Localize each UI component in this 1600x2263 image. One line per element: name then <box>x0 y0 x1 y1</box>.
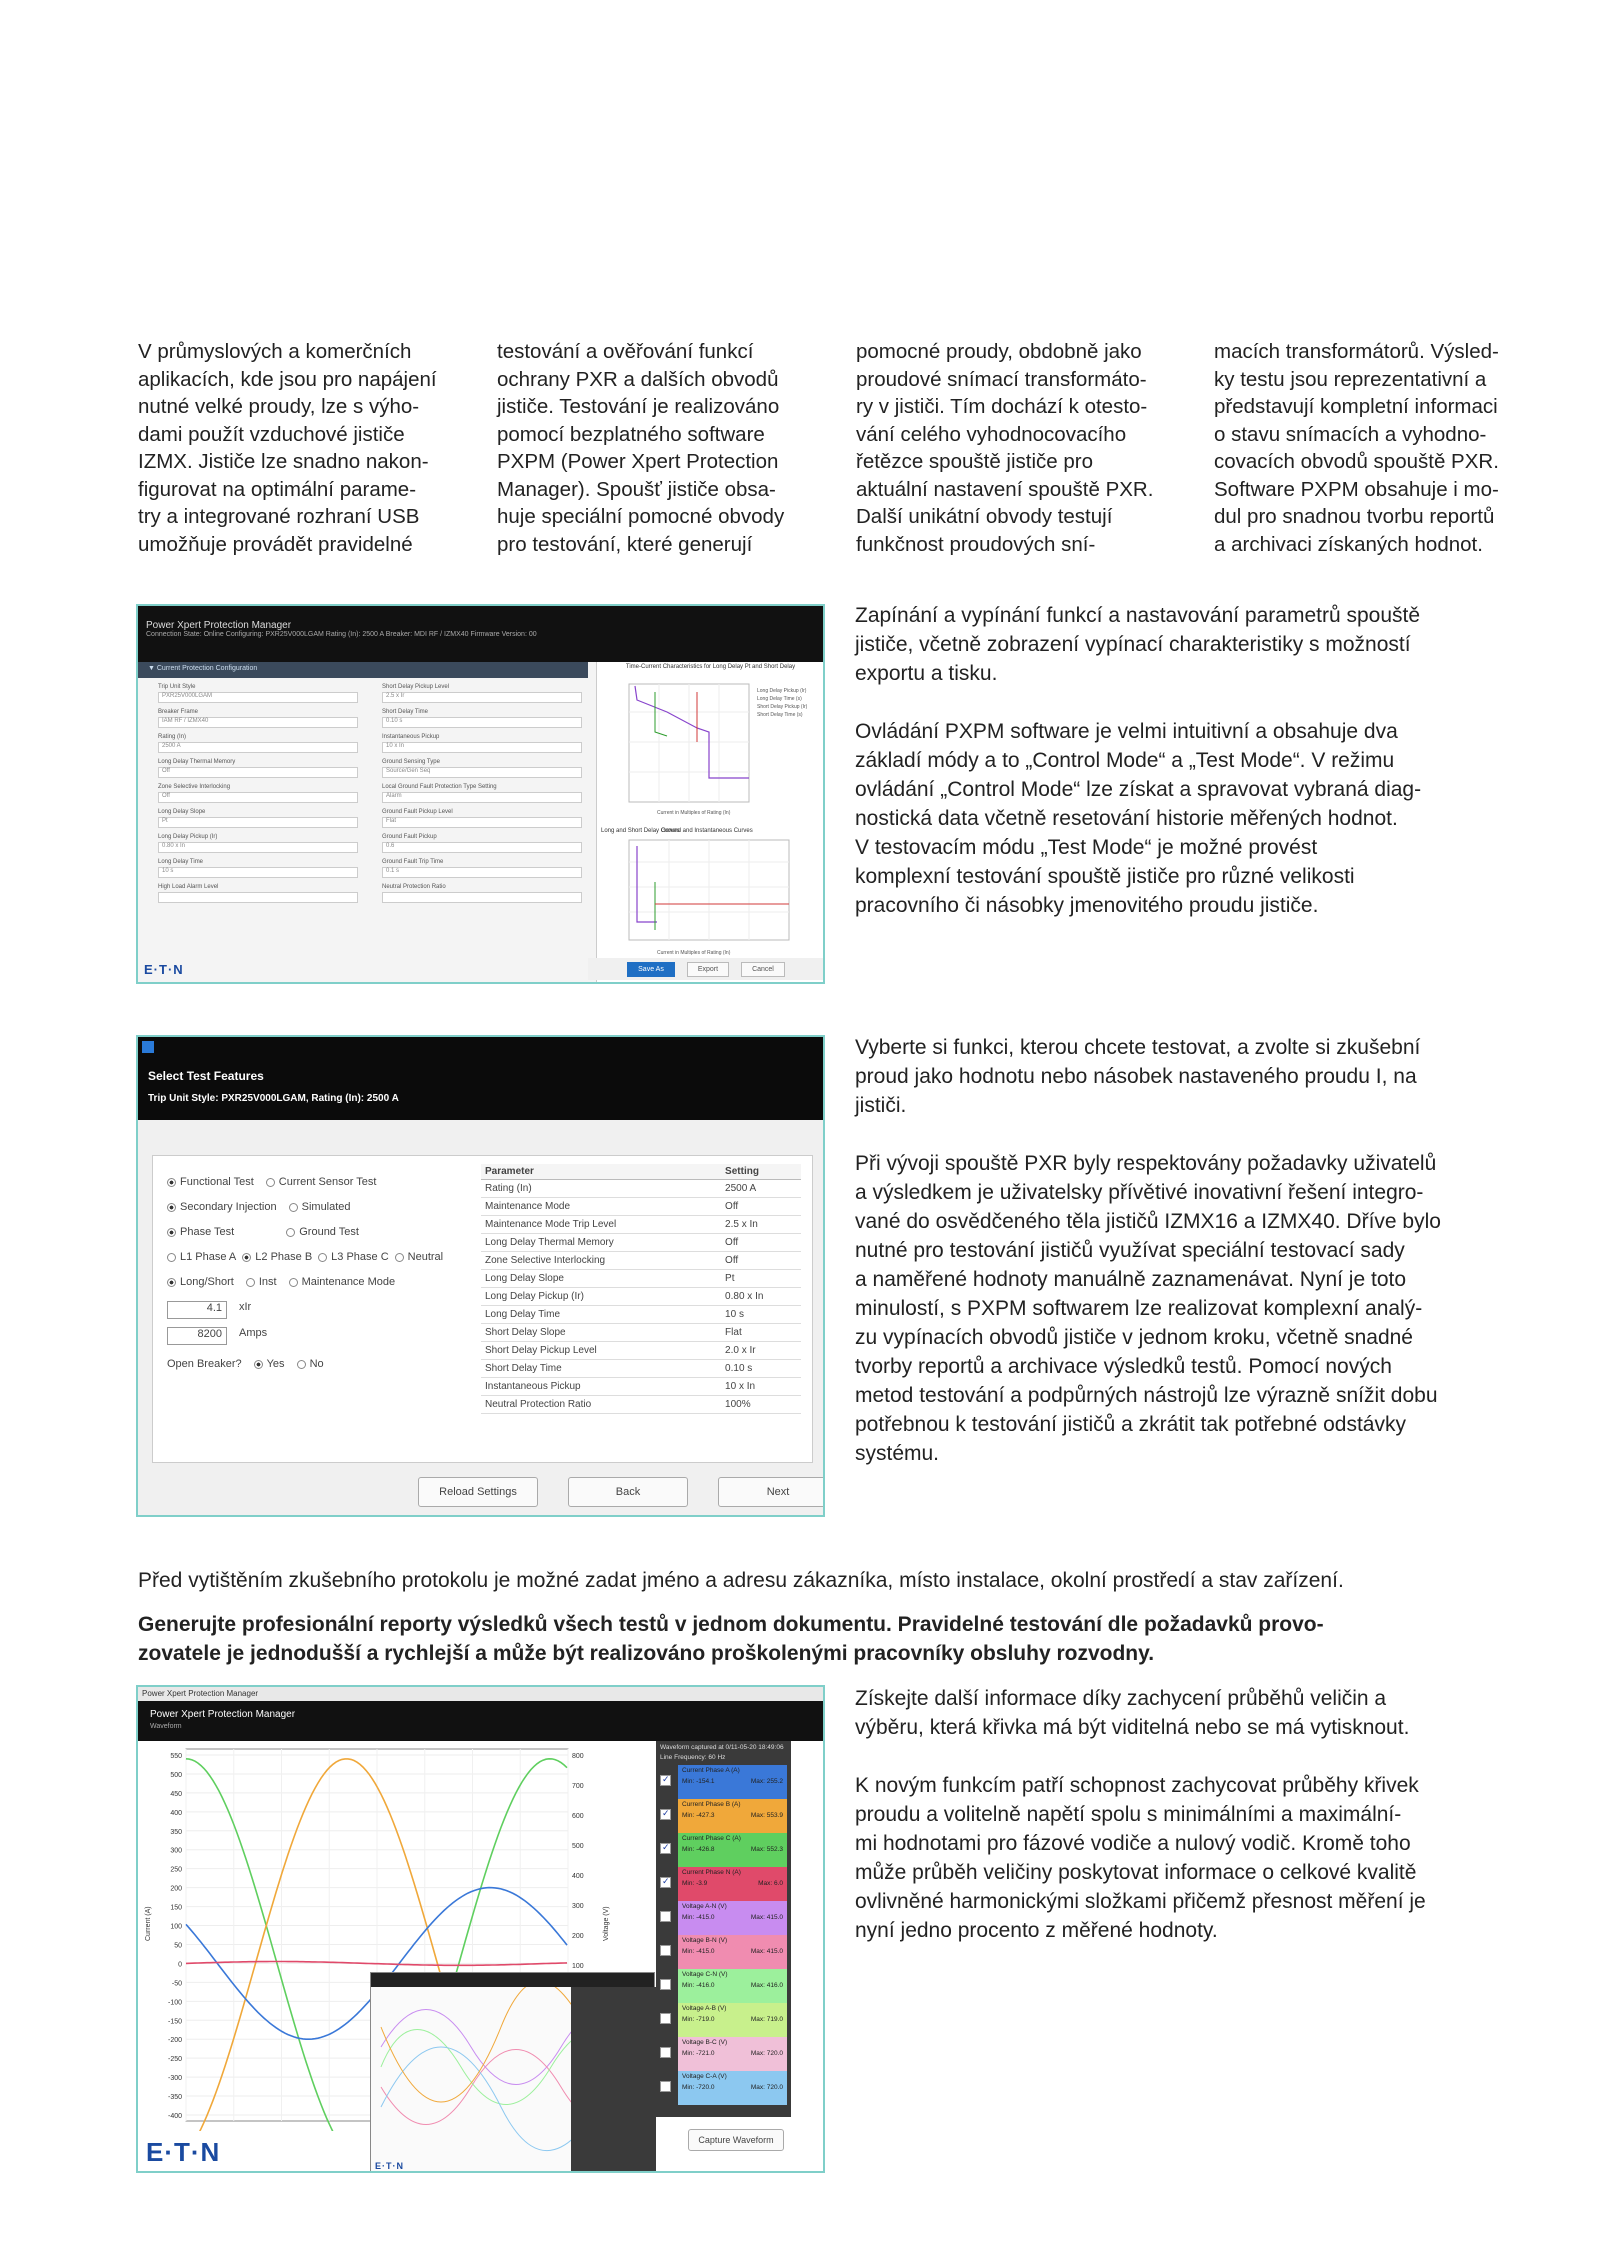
table-row <box>481 1342 801 1360</box>
field-value[interactable]: Alarm <box>382 792 582 803</box>
form-field <box>158 809 358 828</box>
field-value[interactable] <box>158 892 358 903</box>
legend-checkbox[interactable] <box>660 2013 671 2024</box>
amps-unit: Amps <box>239 1327 268 1339</box>
setting-cell: Flat <box>721 1324 801 1342</box>
label-simulated: Simulated <box>301 1201 351 1213</box>
label-maintenance: Maintenance Mode <box>301 1276 396 1288</box>
legend-checkbox[interactable] <box>660 1911 671 1922</box>
legend-name: Voltage A-N (V) <box>682 1903 727 1910</box>
legend-max: Max: 720.0 <box>750 2084 783 2091</box>
legend-max: Max: 416.0 <box>750 1982 783 1989</box>
radio-inst[interactable] <box>246 1276 277 1288</box>
y-tick: 400 <box>170 1809 182 1817</box>
legend-min: Min: -416.0 <box>682 1982 715 1989</box>
field-label: Long Delay Thermal Memory <box>158 759 236 765</box>
y2-axis-label: Voltage (V) <box>603 1906 610 1941</box>
legend-max: Max: 719.0 <box>750 2016 783 2023</box>
y-tick: -50 <box>171 1980 182 1988</box>
radio-l2[interactable] <box>242 1251 312 1263</box>
legend-name: Voltage A-B (V) <box>682 2005 727 2012</box>
field-label: High Load Alarm Level <box>158 884 219 890</box>
y-tick: 200 <box>170 1885 182 1893</box>
form-field <box>382 834 582 853</box>
form-field <box>158 709 358 728</box>
legend-min: Min: -721.0 <box>682 2050 715 2057</box>
back-button[interactable]: Back <box>568 1477 688 1507</box>
legend-item <box>678 1765 787 1799</box>
waveform-header <box>138 1701 823 1741</box>
parameter-cell: Long Delay Thermal Memory <box>481 1234 721 1252</box>
setting-cell: 2.0 x Ir <box>721 1342 801 1360</box>
legend-max: Max: 720.0 <box>750 2050 783 2057</box>
legend-checkbox[interactable] <box>660 1843 671 1854</box>
parameter-cell: Maintenance Mode Trip Level <box>481 1216 721 1234</box>
settings-table <box>481 1164 801 1414</box>
section3-para-2: K novým funkcím patří schopnost zachycovat průběhy křivek proudu a volitelně napětí spolu s minimálními a maximální- mi hodnotami pro fázové vodiče a nulový vodič. Kromě toho může průběh veličiny poskytovat informace o celkové kvalitě ovlivněné harmonickými složkami přičemž přesnost měření je nyní jedno procento z měřené hodnoty. <box>855 1774 1426 1942</box>
field-label: Ground Fault Trip Time <box>382 859 444 865</box>
amps-input[interactable]: 8200 <box>167 1327 227 1345</box>
radio-maintenance-mode[interactable] <box>289 1276 396 1288</box>
legend-name: Voltage B-N (V) <box>682 1937 728 1944</box>
y2-tick: 100 <box>572 1963 584 1970</box>
legend-item <box>678 1867 787 1901</box>
radio-l3[interactable] <box>318 1251 388 1263</box>
bold-report-text: Generujte profesionální reporty výsledků všech testů v jednom dokumentu. Pravidelné testování dle požadavků provo- zovatele je jednodušší a rychlejší a může být realizováno proškolenými pracovníky obsluhy rozvodny. <box>138 1613 1324 1665</box>
table-row <box>481 1216 801 1234</box>
field-value[interactable]: 0.80 x In <box>158 842 358 853</box>
radio-l1[interactable] <box>167 1251 236 1263</box>
field-label: Long Delay Pickup (Ir) <box>158 834 218 840</box>
label-neutral: Neutral <box>407 1251 444 1263</box>
label-l2: L2 Phase B <box>255 1251 313 1263</box>
form-field <box>158 834 358 853</box>
inset-waveform <box>371 1987 656 2173</box>
field-label: Local Ground Fault Protection Type Setting <box>382 784 497 790</box>
form-field <box>158 884 358 903</box>
field-label: Short Delay Time <box>382 709 429 715</box>
legend-name: Voltage C-A (V) <box>682 2073 727 2080</box>
field-label: Ground Fault Pickup <box>382 834 437 840</box>
form-row <box>158 709 588 728</box>
dialog-header <box>138 1037 823 1120</box>
table-row <box>481 1378 801 1396</box>
config-bar[interactable]: ▼ Current Protection Configuration <box>138 662 588 678</box>
legend-item <box>678 2071 787 2105</box>
parameter-cell: Short Delay Slope <box>481 1324 721 1342</box>
y2-tick: 400 <box>572 1873 584 1880</box>
table-row <box>481 1360 801 1378</box>
legend-item <box>678 2037 787 2071</box>
line-frequency: Line Frequency: 60 Hz <box>660 1754 726 1761</box>
label-current-sensor-test: Current Sensor Test <box>278 1176 377 1188</box>
parameter-cell: Maintenance Mode <box>481 1198 721 1216</box>
radio-neutral[interactable] <box>395 1251 443 1263</box>
table-row <box>481 1180 801 1198</box>
table-row <box>481 1324 801 1342</box>
form-field <box>158 684 358 703</box>
test-panel <box>152 1155 813 1463</box>
field-label: Rating (In) <box>158 734 187 740</box>
field-value[interactable]: PXR25V000LGAM <box>158 692 358 703</box>
field-value[interactable]: Off <box>158 792 358 803</box>
intro-column-1: V průmyslových a komerčních aplikacích, kde jsou pro napájení nutné velké proudy, lze s výho- dami použít vzduchové jističe IZMX. Jističe lze snadno nakon- figurovat na optimální parame- try a integrované rozhraní USB umožňuje provádět pravidelné <box>138 340 437 556</box>
legend-item <box>678 1935 787 1969</box>
y-tick: -100 <box>167 1999 182 2007</box>
multiplier-unit: xIr <box>239 1301 252 1313</box>
radio-secondary-injection[interactable] <box>167 1201 277 1213</box>
form-field <box>382 734 582 753</box>
legend-max: Max: 552.3 <box>750 1846 783 1853</box>
parameter-cell: Long Delay Slope <box>481 1270 721 1288</box>
legend-max: Max: 415.0 <box>750 1948 783 1955</box>
field-label: Ground Sensing Type <box>382 759 440 765</box>
y-tick: 0 <box>178 1961 182 1969</box>
parameter-cell: Rating (In) <box>481 1180 721 1198</box>
setting-cell: Off <box>721 1234 801 1252</box>
legend-checkbox[interactable] <box>660 1809 671 1820</box>
radio-simulated[interactable] <box>289 1201 351 1213</box>
connection-info: Connection State: Online Configuring: PXR25V000LGAM Rating (In): 2500 A Breaker: MDI RF / IZMX40 Firmware Version: 00 <box>146 631 537 638</box>
y-tick: -300 <box>167 2075 182 2083</box>
y-tick: -350 <box>167 2094 182 2102</box>
form-row <box>158 884 588 903</box>
y2-tick: 800 <box>572 1753 584 1760</box>
table-row <box>481 1198 801 1216</box>
multiplier-input[interactable]: 4.1 <box>167 1301 227 1319</box>
table-row <box>481 1234 801 1252</box>
label-no: No <box>309 1358 324 1370</box>
form-row <box>158 859 588 878</box>
table-row <box>481 1288 801 1306</box>
trip-unit-style: Trip Unit Style: PXR25V000LGAM, Rating (In): 2500 A <box>148 1093 399 1104</box>
y-tick: 550 <box>170 1753 182 1760</box>
field-label: Instantaneous Pickup <box>382 734 440 740</box>
legend-max: Max: 255.2 <box>750 1778 783 1785</box>
form-field <box>382 759 582 778</box>
y-tick: 300 <box>170 1847 182 1855</box>
next-button[interactable]: Next <box>718 1477 825 1507</box>
capture-waveform-button[interactable]: Capture Waveform <box>688 2129 784 2151</box>
reload-settings-button[interactable]: Reload Settings <box>418 1477 538 1507</box>
legend-name: Current Phase C (A) <box>682 1835 741 1842</box>
legend-item <box>678 2003 787 2037</box>
section2-para-2: Při vývoji spouště PXR byly respektovány požadavky uživatelů a výsledkem je uživatelsky přívětivé inovativní řešení integro- vané do osvědčeného těla jističů IZMX16 a IZMX40. Dříve bylo nutné pro testování jističů využívat speciální testovací sady a naměřené hodnoty manuálně zaznamenávat. Nyní je toto minulostí, s PXPM softwarem lze realizovat komplexní analý- zu vypínacích obvodů jističe v jednom kroku, včetně snadné tvorby reportů a archivace výsledků testů. Pomocí nových metod testování a podpůrných nástrojů lze výrazně snížit dobu potřebnou k testování jističů a zkrátit tak potřebné odstávky systému. <box>855 1152 1441 1465</box>
label-yes: Yes <box>266 1358 285 1370</box>
form-row <box>158 784 588 803</box>
form-field <box>382 709 582 728</box>
form-field <box>382 684 582 703</box>
intro-column-2: testování a ověřování funkcí ochrany PXR a dalších obvodů jističe. Testování je realizováno pomocí bezplatného software PXPM (Power Xpert Protection Manager). Spoušť jističe obsa- huje speciální pomocné obvody pro testování, které generují <box>497 340 785 556</box>
form-field <box>382 784 582 803</box>
export-button[interactable]: Export <box>687 962 729 977</box>
field-label: Trip Unit Style <box>158 684 196 690</box>
open-breaker-label: Open Breaker? <box>167 1358 242 1370</box>
y-tick: 250 <box>170 1866 182 1874</box>
legend-checkbox[interactable] <box>660 1877 671 1888</box>
app-title: Power Xpert Protection Manager <box>150 1709 296 1720</box>
report-text: Před vytištěním zkušebního protokolu je možné zadat jméno a adresu zákazníka, místo instalace, okolní prostředí a stav zařízení. <box>138 1569 1344 1592</box>
waveform-legend <box>656 1741 791 2117</box>
waveform-screenshot <box>136 1685 825 2173</box>
legend-name: Current Phase N (A) <box>682 1869 741 1876</box>
cancel-button[interactable]: Cancel <box>741 962 785 977</box>
radio-no[interactable] <box>297 1358 324 1370</box>
setting-cell: Off <box>721 1252 801 1270</box>
form-field <box>158 859 358 878</box>
radio-long-short[interactable] <box>167 1276 234 1288</box>
parameter-cell: Neutral Protection Ratio <box>481 1396 721 1414</box>
form-field <box>382 809 582 828</box>
parameter-cell: Short Delay Pickup Level <box>481 1342 721 1360</box>
legend-name: Current Phase A (A) <box>682 1767 740 1774</box>
setting-cell: 10 s <box>721 1306 801 1324</box>
legend-checkbox[interactable] <box>660 1775 671 1786</box>
section1-para-1: Zapínání a vypínání funkcí a nastavování parametrů spouště jističe, včetně zobrazení vypínací charakteristiky s možností exportu a tisku. <box>855 604 1421 685</box>
select-test-features-screenshot <box>136 1035 825 1517</box>
chart2-xlabel: Current in Multiples of Rating (In) <box>657 950 731 956</box>
chart-title: Time-Current Characteristics for Long Delay Pt and Short Delay <box>625 664 796 670</box>
section3-para-1: Získejte další informace díky zachycení průběhů veličin a výběru, která křivka má být viditelná nebo se má vytisknout. <box>855 1687 1410 1739</box>
dialog-title: Select Test Features <box>148 1069 264 1083</box>
y-tick: 500 <box>170 1771 182 1779</box>
config-form <box>158 684 588 909</box>
legend-min: Min: -3.9 <box>682 1880 708 1887</box>
legend-item <box>678 1833 787 1867</box>
eaton-logo: E·T·N <box>144 962 184 977</box>
setting-cell: 2.5 x In <box>721 1216 801 1234</box>
y-tick: 350 <box>170 1828 182 1836</box>
y-tick: 450 <box>170 1790 182 1798</box>
inset-screenshot <box>370 1972 655 2172</box>
legend-4: Short Delay Time (s) <box>757 712 803 718</box>
y-tick: 50 <box>174 1942 182 1950</box>
section3-text <box>855 1684 1535 1974</box>
field-value[interactable]: IAM RF / IZMX40 <box>158 717 358 728</box>
col-setting: Setting <box>721 1164 801 1180</box>
test-options <box>167 1176 467 1383</box>
field-value[interactable]: 2.5 x Ir <box>382 692 582 703</box>
field-value[interactable]: Off <box>158 767 358 778</box>
field-value[interactable]: Flat <box>382 817 582 828</box>
action-bar <box>588 958 824 980</box>
radio-ground-test[interactable] <box>286 1226 359 1238</box>
legend-item <box>678 1969 787 2003</box>
legend-max: Max: 553.9 <box>750 1812 783 1819</box>
y2-tick: 300 <box>572 1903 584 1910</box>
parameter-cell: Instantaneous Pickup <box>481 1378 721 1396</box>
setting-cell: 2500 A <box>721 1180 801 1198</box>
field-value[interactable]: 0.6 <box>382 842 582 853</box>
table-row <box>481 1306 801 1324</box>
label-ground-test: Ground Test <box>299 1226 359 1238</box>
field-label: Zone Selective Interlocking <box>158 784 231 790</box>
legend-2: Long Delay Time (s) <box>757 696 802 702</box>
y-tick: 100 <box>170 1923 182 1931</box>
legend-name: Voltage C-N (V) <box>682 1971 728 1978</box>
eaton-logo: E·T·N <box>146 2137 221 2167</box>
field-value[interactable]: 0.1 s <box>382 867 582 878</box>
table-row <box>481 1270 801 1288</box>
legend-checkbox[interactable] <box>660 2047 671 2058</box>
label-phase-test: Phase Test <box>180 1226 235 1238</box>
trip-curve-chart <box>596 662 824 982</box>
form-row <box>158 759 588 778</box>
field-value[interactable] <box>382 892 582 903</box>
y-tick: -200 <box>167 2037 182 2045</box>
form-row <box>158 734 588 753</box>
setting-cell: 10 x In <box>721 1378 801 1396</box>
label-l3: L3 Phase C <box>331 1251 389 1263</box>
label-functional-test: Functional Test <box>180 1176 254 1188</box>
tab-ground-inst[interactable]: Ground and Instantaneous Curves <box>661 828 753 834</box>
setting-cell: Pt <box>721 1270 801 1288</box>
waveform-label: Waveform <box>150 1723 182 1730</box>
legend-checkbox[interactable] <box>660 1979 671 1990</box>
tab-long-short[interactable]: Long and Short Delay Curves <box>601 828 680 834</box>
legend-1: Long Delay Pickup (Ir) <box>757 688 807 694</box>
parameter-cell: Short Delay Time <box>481 1360 721 1378</box>
y-tick: -150 <box>167 2018 182 2026</box>
setting-cell: Off <box>721 1198 801 1216</box>
field-label: Breaker Frame <box>158 709 199 715</box>
pxpm-config-screenshot <box>136 604 825 984</box>
y-tick: -250 <box>167 2056 182 2064</box>
legend-checkbox[interactable] <box>660 1945 671 1956</box>
y2-tick: 500 <box>572 1843 584 1850</box>
legend-min: Min: -154.1 <box>682 1778 715 1785</box>
field-value[interactable]: 10 x In <box>382 742 582 753</box>
legend-name: Current Phase B (A) <box>682 1801 741 1808</box>
col-parameter: Parameter <box>481 1164 721 1180</box>
table-row <box>481 1252 801 1270</box>
y2-tick: 700 <box>572 1783 584 1790</box>
legend-min: Min: -415.0 <box>682 1914 715 1921</box>
label-secondary-injection: Secondary Injection <box>180 1201 277 1213</box>
field-value[interactable]: Pt <box>158 817 358 828</box>
legend-max: Max: 415.0 <box>750 1914 783 1921</box>
legend-3: Short Delay Pickup (Ir) <box>757 704 808 710</box>
legend-min: Min: -719.0 <box>682 2016 715 2023</box>
y-tick: -400 <box>167 2113 182 2120</box>
label-long-short: Long/Short <box>180 1276 234 1288</box>
legend-item <box>678 1799 787 1833</box>
y2-tick: 200 <box>572 1933 584 1940</box>
legend-min: Min: -415.0 <box>682 1948 715 1955</box>
field-label: Long Delay Slope <box>158 809 206 815</box>
capture-time: Waveform captured at 0/11-05-20 18:49:06 <box>660 1744 784 1751</box>
radio-current-sensor-test[interactable] <box>266 1176 377 1188</box>
form-field <box>158 759 358 778</box>
intro-column-4: macích transformátorů. Výsled- ky testu jsou reprezentativní a představují kompletní informaci o stavu snímacích a vyhodno- covacích obvodů spouště PXR. Software PXPM obsahuje i mo- dul pro snadnou tvorbu reportů a archivaci získaných hodnot. <box>1214 340 1499 556</box>
setting-cell: 0.80 x In <box>721 1288 801 1306</box>
legend-item <box>678 1901 787 1935</box>
form-row <box>158 834 588 853</box>
field-label: Neutral Protection Ratio <box>382 884 446 890</box>
legend-name: Voltage B-C (V) <box>682 2039 728 2046</box>
field-value[interactable]: 2500 A <box>158 742 358 753</box>
save-as-button[interactable]: Save As <box>627 962 675 977</box>
label-l1: L1 Phase A <box>180 1251 237 1263</box>
field-label: Long Delay Time <box>158 859 204 865</box>
parameter-cell: Long Delay Pickup (Ir) <box>481 1288 721 1306</box>
table-row <box>481 1396 801 1414</box>
form-field <box>158 784 358 803</box>
field-label: Ground Fault Pickup Level <box>382 809 453 815</box>
parameter-cell: Zone Selective Interlocking <box>481 1252 721 1270</box>
form-row <box>158 809 588 828</box>
setting-cell: 0.10 s <box>721 1360 801 1378</box>
legend-min: Min: -427.3 <box>682 1812 715 1819</box>
app-icon <box>142 1041 154 1053</box>
form-field <box>382 884 582 903</box>
legend-min: Min: -720.0 <box>682 2084 715 2091</box>
legend-min: Min: -426.8 <box>682 1846 715 1853</box>
app-header <box>138 606 823 662</box>
section1-text <box>855 601 1535 949</box>
legend-checkbox[interactable] <box>660 2081 671 2092</box>
field-value[interactable]: Source/Gen Seq <box>382 767 582 778</box>
intro-column-3: pomocné proudy, obdobně jako proudové snímací transformáto- ry v jističi. Tím dochází k otesto- vání celého vyhodnocovacího řetězce spouště jističe pro aktuální nastavení spouště PXR. Další unikátní obvody testují funkčnost proudových sní- <box>856 340 1154 556</box>
inset-eaton-logo: E·T·N <box>375 2161 404 2171</box>
field-value[interactable]: 0.10 s <box>382 717 582 728</box>
window-title: Power Xpert Protection Manager <box>138 1687 823 1701</box>
section2-text <box>855 1033 1535 1497</box>
y-axis-label: Current (A) <box>145 1906 152 1941</box>
form-row <box>158 684 588 703</box>
form-field <box>382 859 582 878</box>
y2-tick: 600 <box>572 1813 584 1820</box>
radio-phase-test[interactable] <box>167 1226 234 1238</box>
section2-para-1: Vyberte si funkci, kterou chcete testovat, a zvolte si zkušební proud jako hodnotu nebo násobek nastaveného proudu I, na jističi. <box>855 1036 1421 1117</box>
section1-para-2: Ovládání PXPM software je velmi intuitivní a obsahuje dva základí módy a to „Control Mode“ a „Test Mode“. V režimu ovládání „Control Mode“ lze získat a spravovat vybraná diag- nostická data včetně resetování historie měřených hodnot. V testovacím módu „Test Mode“ je možné provést komplexní testování spouště jističe pro různé velikosti pracovního či násobky jmenovitého proudu jističe. <box>855 720 1422 917</box>
parameter-cell: Long Delay Time <box>481 1306 721 1324</box>
trip-curve-svg <box>597 672 825 962</box>
form-field <box>158 734 358 753</box>
radio-yes[interactable] <box>254 1358 285 1370</box>
dialog-buttons <box>418 1477 825 1507</box>
field-value[interactable]: 10 s <box>158 867 358 878</box>
field-label: Short Delay Pickup Level <box>382 684 450 690</box>
chart-xlabel: Current in Multiples of Rating (In) <box>657 810 731 816</box>
label-inst: Inst <box>258 1276 277 1288</box>
legend-max: Max: 6.0 <box>758 1880 783 1887</box>
y-tick: 150 <box>170 1904 182 1912</box>
setting-cell: 100% <box>721 1396 801 1414</box>
app-title: Power Xpert Protection Manager <box>146 620 292 631</box>
radio-functional-test[interactable] <box>167 1176 254 1188</box>
